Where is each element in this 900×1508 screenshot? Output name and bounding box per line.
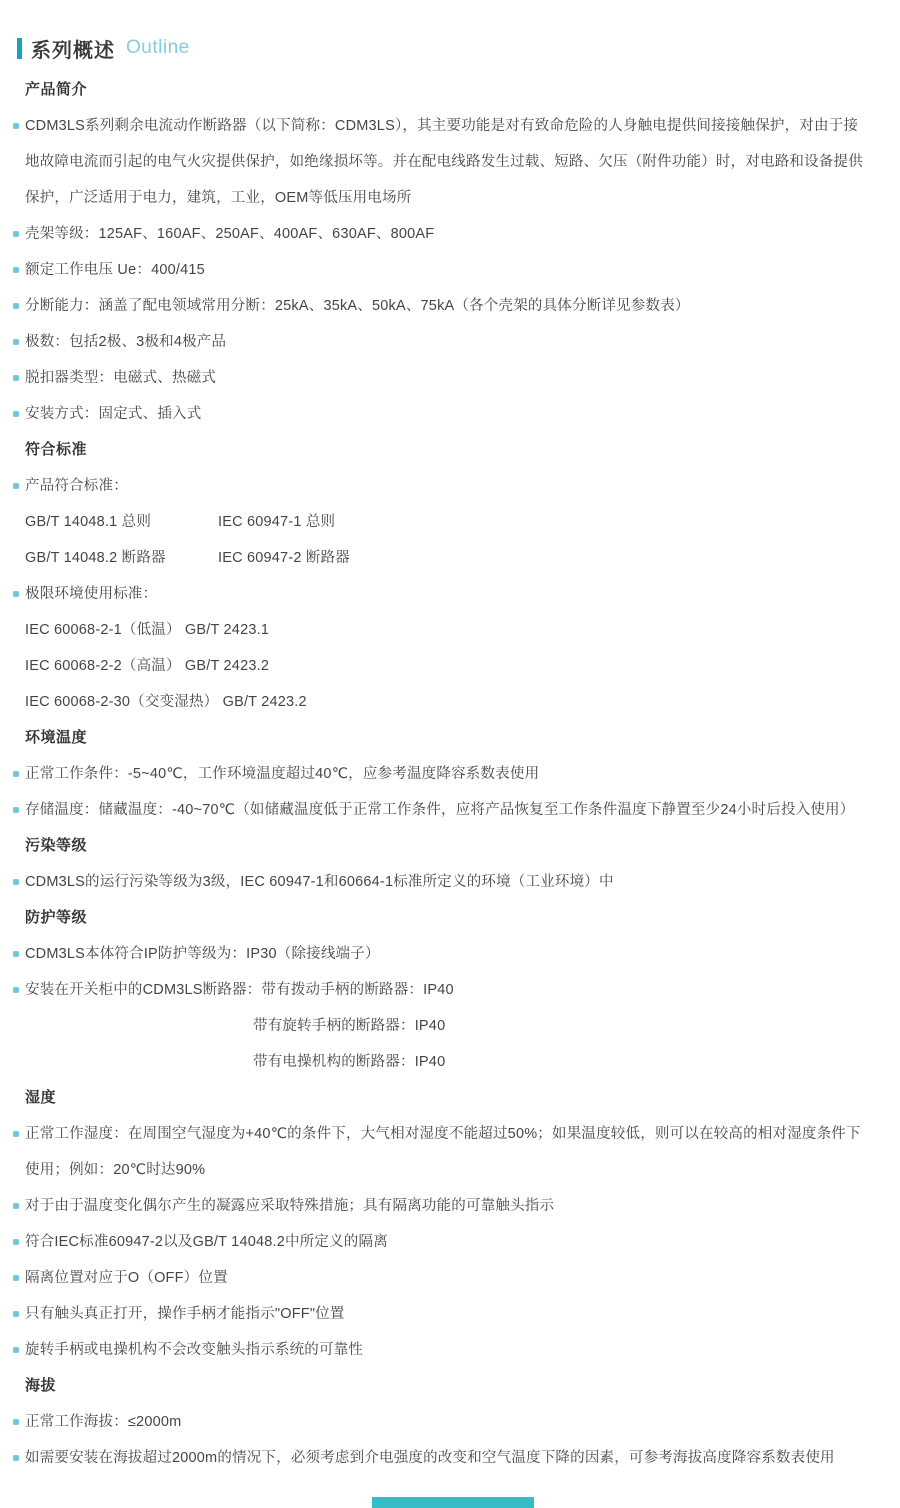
section-heading: 湿度 [25, 1089, 57, 1106]
bullet-item [25, 1440, 872, 1476]
bullet-text: CDM3LS系列剩余电流动作断路器（以下简称：CDM3LS），其主要功能是对有致命危险的人身触电提供间接接触保护，对由于接地故障电流而引起的电气火灾提供保护，如绝缘损坏等。并在配电线路发生过载、短路、欠压（附件功能）时，对电路和设备提供保护，广泛适用于电力，建筑，工业，OEM等低压用电场所 [25, 118, 863, 206]
bullet-dot-icon [13, 987, 19, 993]
bullet-item [25, 576, 872, 612]
bullet-dot-icon [13, 123, 19, 129]
bullet-item [25, 216, 872, 252]
bullet-dot-icon [13, 591, 19, 597]
document-body [0, 60, 900, 1476]
bullet-item [25, 1332, 872, 1368]
bullet-text: 壳架等级：125AF、160AF、250AF、400AF、630AF、800AF [25, 226, 435, 242]
bullet-text: 分断能力：涵盖了配电领域常用分断：25kA、35kA、50kA、75kA（各个壳架的具体分断详见参数表） [25, 298, 690, 314]
bullet-item [25, 1260, 872, 1296]
bullet-text: 安装在开关柜中的CDM3LS断路器：带有拨动手柄的断路器：IP40 [25, 982, 454, 998]
bullet-dot-icon [13, 339, 19, 345]
bullet-text: 存储温度：储藏温度：-40~70℃（如储藏温度低于正常工作条件，应将产品恢复至工作条件温度下静置至少24小时后投入使用） [25, 802, 855, 818]
bullet-dot-icon [13, 1347, 19, 1353]
plain-text: IEC 60068-2-2（高温） GB/T 2423.2 [25, 658, 270, 674]
page-title: 系列概述 [31, 39, 115, 62]
carousel-indicator-bar [372, 1497, 534, 1508]
bullet-text: CDM3LS本体符合IP防护等级为：IP30（除接线端子） [25, 946, 380, 962]
section-heading: 污染等级 [25, 837, 88, 854]
standard-iec: IEC 60947-2 断路器 [218, 550, 350, 566]
bullet-dot-icon [13, 1239, 19, 1245]
plain-text: IEC 60068-2-1（低温） GB/T 2423.1 [25, 622, 270, 638]
bullet-item [25, 324, 872, 360]
bullet-item [25, 288, 872, 324]
bullet-item [25, 252, 872, 288]
bullet-dot-icon [13, 267, 19, 273]
bullet-item [25, 360, 872, 396]
bullet-text: 旋转手柄或电操机构不会改变触头指示系统的可靠性 [25, 1342, 364, 1358]
bullet-item [25, 1116, 872, 1188]
plain-line [25, 612, 872, 648]
section-heading: 海拔 [25, 1377, 57, 1394]
bullet-dot-icon [13, 1419, 19, 1425]
page-subtitle: Outline [126, 37, 190, 58]
bullet-dot-icon [13, 951, 19, 957]
bullet-dot-icon [13, 483, 19, 489]
plain-line [25, 648, 872, 684]
bullet-text: 极数：包括2极、3极和4极产品 [25, 334, 227, 350]
bullet-dot-icon [13, 1275, 19, 1281]
bullet-item [25, 756, 872, 792]
bullet-text: 对于由于温度变化偶尔产生的凝露应采取特殊措施；具有隔离功能的可靠触头指示 [25, 1198, 555, 1214]
bullet-dot-icon [13, 231, 19, 237]
bullet-dot-icon [13, 1455, 19, 1461]
bullet-text: 正常工作湿度：在周围空气湿度为+40℃的条件下，大气相对湿度不能超过50%；如果温度较低，则可以在较高的相对湿度条件下使用；例如：20℃时达90% [25, 1126, 861, 1178]
bullet-dot-icon [13, 411, 19, 417]
bullet-item [25, 936, 872, 972]
standards-row [25, 540, 872, 576]
bullet-dot-icon [13, 879, 19, 885]
bullet-text: 只有触头真正打开，操作手柄才能指示"OFF"位置 [25, 1306, 345, 1322]
plain-line [25, 684, 872, 720]
section-title-bar [0, 0, 900, 60]
standard-iec: IEC 60947-1 总则 [218, 514, 336, 530]
standard-gb: GB/T 14048.2 断路器 [25, 550, 166, 566]
section-heading: 环境温度 [25, 729, 88, 746]
continuation-text: 带有旋转手柄的断路器：IP40 [253, 1018, 446, 1034]
bullet-text: 产品符合标准： [25, 478, 128, 494]
bullet-text: 隔离位置对应于O（OFF）位置 [25, 1270, 228, 1286]
bullet-dot-icon [13, 1311, 19, 1317]
bullet-text: 脱扣器类型：电磁式、热磁式 [25, 370, 217, 386]
bullet-item [25, 108, 872, 216]
continuation-text: 带有电操机构的断路器：IP40 [253, 1054, 446, 1070]
bullet-text: 极限环境使用标准： [25, 586, 158, 602]
bullet-text: CDM3LS的运行污染等级为3级，IEC 60947-1和60664-1标准所定义的环境（工业环境）中 [25, 874, 614, 890]
bullet-item [25, 972, 872, 1008]
bullet-text: 安装方式：固定式、插入式 [25, 406, 202, 422]
bullet-item [25, 792, 872, 828]
bullet-dot-icon [13, 1203, 19, 1209]
standards-row [25, 504, 872, 540]
bullet-dot-icon [13, 303, 19, 309]
continuation-line [25, 1044, 872, 1080]
section-heading: 符合标准 [25, 441, 88, 458]
bullet-text: 正常工作海拔：≤2000m [25, 1414, 182, 1430]
section-heading: 防护等级 [25, 909, 88, 926]
bullet-text: 如需要安装在海拔超过2000m的情况下，必须考虑到介电强度的改变和空气温度下降的因素，可参考海拔高度降容系数表使用 [25, 1450, 835, 1466]
bullet-dot-icon [13, 807, 19, 813]
section-heading: 产品简介 [25, 81, 88, 98]
bullet-text: 符合IEC标准60947-2以及GB/T 14048.2中所定义的隔离 [25, 1234, 388, 1250]
bullet-dot-icon [13, 771, 19, 777]
bullet-item [25, 1296, 872, 1332]
bullet-item [25, 1224, 872, 1260]
bullet-item [25, 1188, 872, 1224]
bullet-dot-icon [13, 1131, 19, 1137]
bullet-item [25, 864, 872, 900]
bullet-dot-icon [13, 375, 19, 381]
bullet-text: 正常工作条件：-5~40℃，工作环境温度超过40℃，应参考温度降容系数表使用 [25, 766, 540, 782]
bullet-item [25, 1404, 872, 1440]
accent-bar [17, 38, 22, 59]
bullet-item [25, 396, 872, 432]
standard-gb: GB/T 14048.1 总则 [25, 514, 152, 530]
continuation-line [25, 1008, 872, 1044]
bullet-text: 额定工作电压 Ue：400/415 [25, 262, 205, 278]
bullet-item [25, 468, 872, 504]
plain-text: IEC 60068-2-30（交变湿热） GB/T 2423.2 [25, 694, 307, 710]
